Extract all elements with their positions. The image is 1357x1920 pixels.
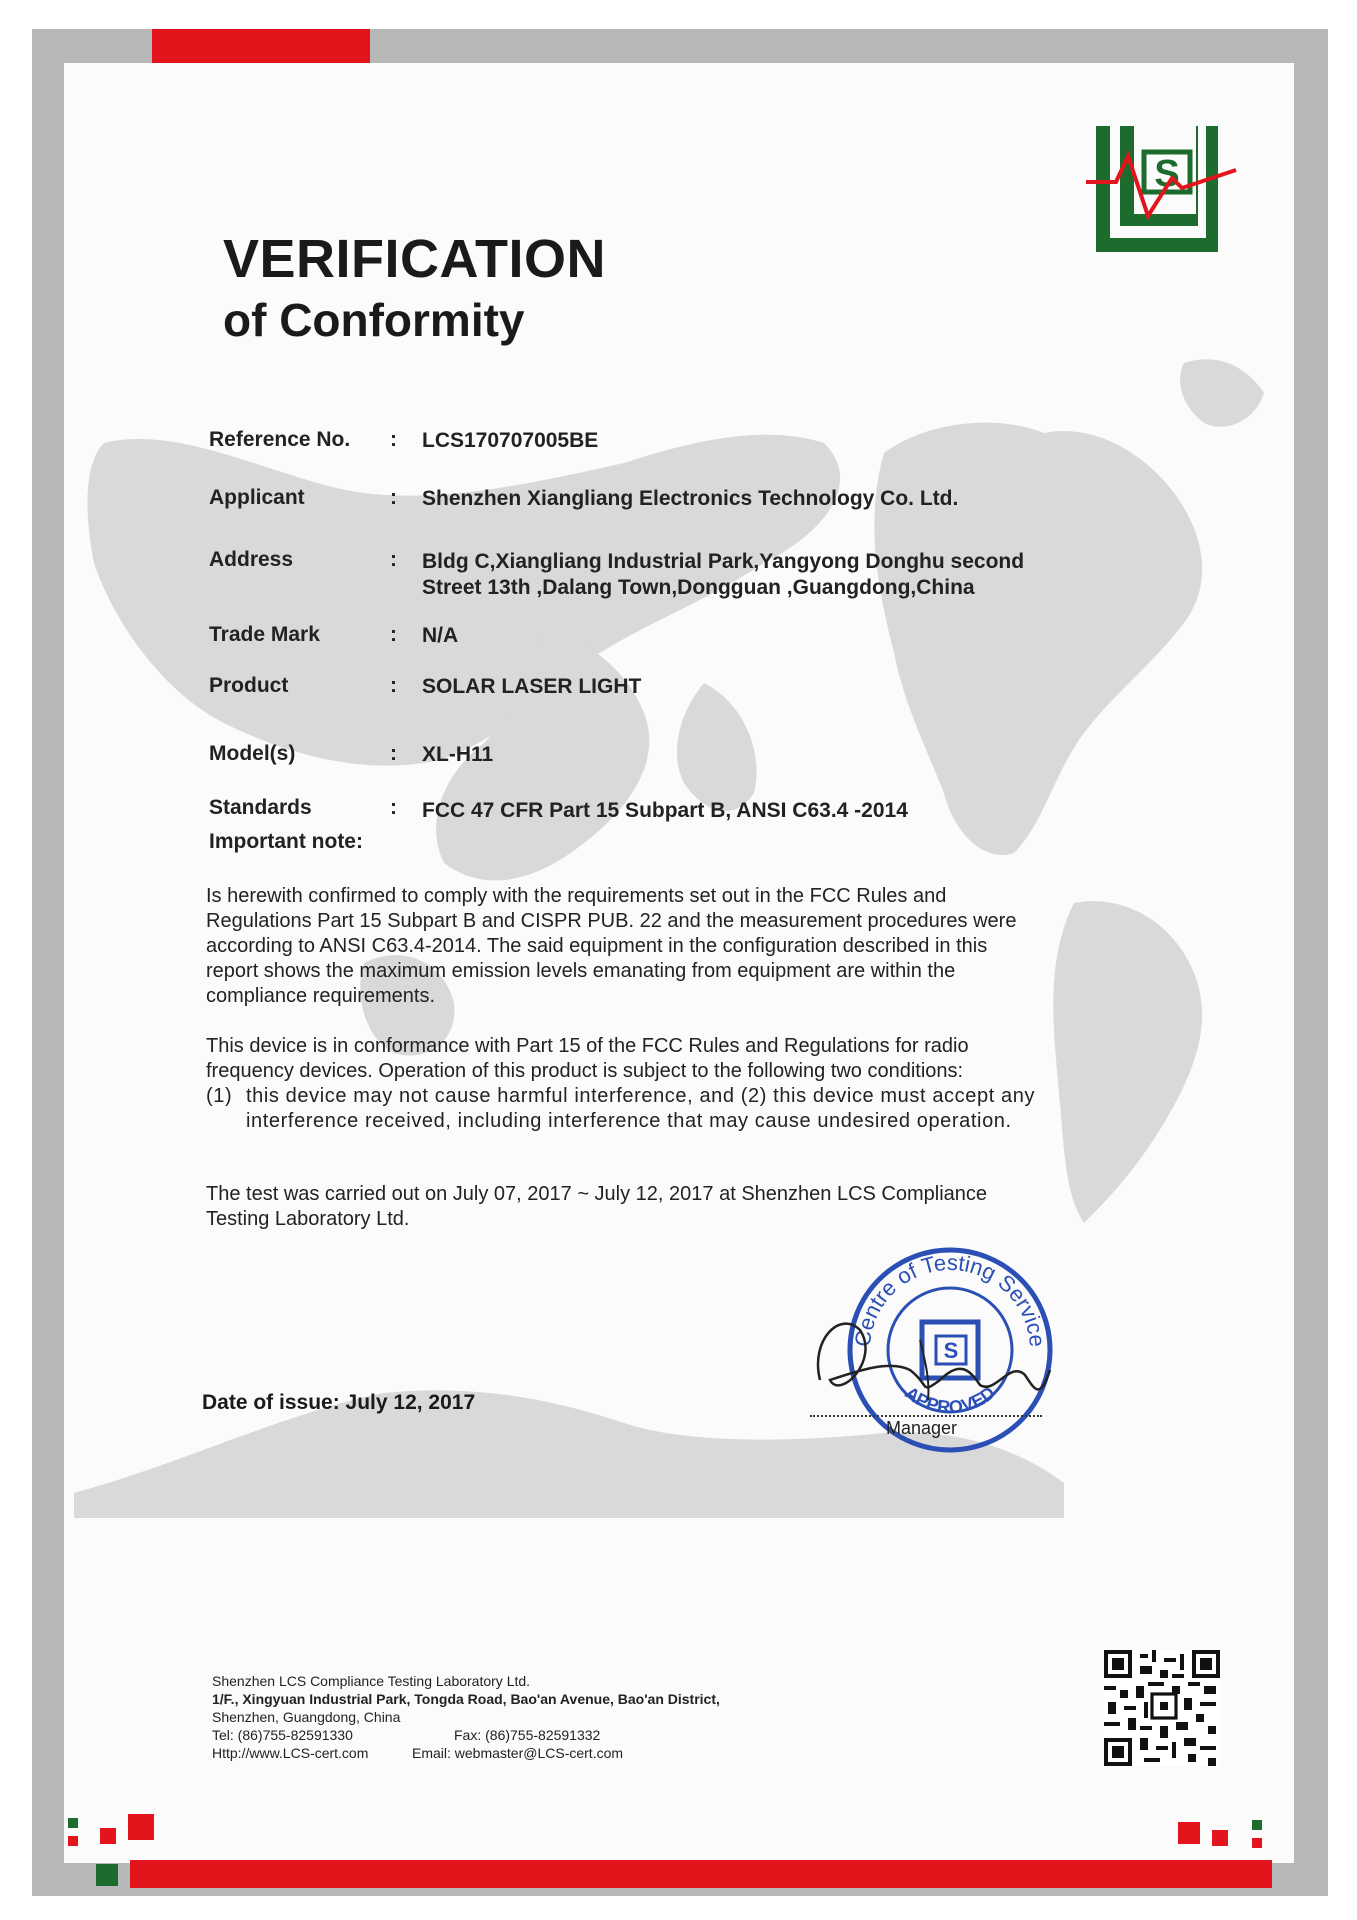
test-paragraph — [206, 1182, 1118, 1232]
conditions-marker: (1) — [206, 1085, 233, 1107]
decor-square — [96, 1864, 118, 1886]
title-line2: of Conformity — [223, 294, 525, 346]
p1-line: Is herewith confirmed to comply with the requirements set out in the FCC Rules and — [206, 885, 947, 907]
footer-web-row — [212, 1744, 720, 1762]
p1-line: compliance requirements. — [206, 985, 435, 1007]
decor-square — [100, 1828, 116, 1844]
applicant-label: Applicant — [209, 486, 305, 509]
footer-tel: Tel: (86)755-82591330 — [212, 1727, 353, 1743]
models-label: Model(s) — [209, 742, 296, 765]
manager-label: Manager — [886, 1418, 958, 1438]
p1-line: report shows the maximum emission levels emanating from equipment are within the — [206, 960, 956, 982]
stamp-top-text: Centre of Testing Service — [849, 1249, 1051, 1349]
trademark-label: Trade Mark — [209, 623, 320, 646]
stamp-letter: S — [943, 1338, 959, 1363]
standards-label: Standards — [209, 796, 312, 819]
signature-line — [810, 1415, 1042, 1417]
footer-email[interactable]: Email: webmaster@LCS-cert.com — [412, 1745, 624, 1761]
compliance-paragraph — [206, 884, 1118, 1009]
footer-web[interactable]: Http://www.LCS-cert.com — [212, 1745, 369, 1761]
models-value: XL-H11 — [422, 743, 494, 766]
reference-label: Reference No. — [209, 428, 351, 451]
bottom-red-bar — [130, 1860, 1272, 1888]
footer-company: Shenzhen LCS Compliance Testing Laboratory Ltd. — [212, 1673, 531, 1689]
product-colon: : — [390, 674, 397, 697]
p2-line: This device is in conformance with Part 15 of the FCC Rules and Regulations for radio — [206, 1035, 969, 1057]
decor-square — [1212, 1830, 1228, 1846]
issue-date: Date of issue: July 12, 2017 — [202, 1391, 476, 1414]
top-red-tab — [152, 29, 370, 63]
reference-colon: : — [390, 428, 397, 451]
title-line1: VERIFICATION — [223, 229, 606, 289]
product-label: Product — [209, 674, 289, 697]
footer-fax: Fax: (86)755-82591332 — [454, 1727, 601, 1743]
models-colon: : — [390, 742, 397, 765]
p1-line: according to ANSI C63.4-2014. The said equipment in the configuration described in this — [206, 935, 988, 957]
product-value: SOLAR LASER LIGHT — [422, 675, 642, 698]
p3-line: The test was carried out on July 07, 2017 ~ July 12, 2017 at Shenzhen LCS Compliance — [206, 1183, 988, 1205]
decor-square — [128, 1814, 154, 1840]
lcs-logo-icon — [1086, 120, 1238, 260]
conditions-list — [206, 1084, 1118, 1134]
standards-colon: : — [390, 796, 397, 819]
address-value-line2: Street 13th ,Dalang Town,Dongguan ,Guangdong,China — [422, 576, 975, 599]
footer-phone-row — [212, 1726, 720, 1744]
applicant-value: Shenzhen Xiangliang Electronics Technology Co. Ltd. — [422, 487, 959, 510]
stamp-bottom-text: APPROVED — [901, 1382, 999, 1418]
decor-square — [1252, 1838, 1262, 1848]
address-colon: : — [390, 548, 397, 571]
conformance-paragraph — [206, 1034, 1118, 1134]
p3-line: Testing Laboratory Ltd. — [206, 1208, 410, 1230]
decor-square — [68, 1818, 78, 1828]
conditions-item — [206, 1084, 1118, 1134]
trademark-value: N/A — [422, 624, 459, 647]
address-label: Address — [209, 548, 294, 571]
footer-address-line1: 1/F., Xingyuan Industrial Park, Tongda Road, Bao'an Avenue, Bao'an District, — [212, 1691, 720, 1707]
p1-line: Regulations Part 15 Subpart B and CISPR PUB. 22 and the measurement procedures were — [206, 910, 1017, 932]
qr-code-icon — [1104, 1650, 1220, 1766]
lab-contact-footer — [212, 1672, 720, 1762]
standards-value: FCC 47 CFR Part 15 Subpart B, ANSI C63.4 -2014 — [422, 799, 908, 822]
conditions-text: this device may not cause harmful interference, and (2) this device must accept any interference received, including interference that may cause undesired operation. — [246, 1085, 1036, 1132]
decor-square — [1178, 1822, 1200, 1844]
decor-square — [68, 1836, 78, 1846]
p2-line: frequency devices. Operation of this product is subject to the following two conditions: — [206, 1060, 964, 1082]
address-value-line1: Bldg C,Xiangliang Industrial Park,Yangyong Donghu second — [422, 550, 1025, 573]
applicant-colon: : — [390, 486, 397, 509]
logo-letter: S — [1154, 153, 1180, 195]
decor-square — [1252, 1820, 1262, 1830]
signature-icon — [800, 1300, 1060, 1410]
important-note-label: Important note: — [209, 830, 363, 853]
reference-value: LCS170707005BE — [422, 429, 599, 452]
trademark-colon: : — [390, 623, 397, 646]
footer-address-line2: Shenzhen, Guangdong, China — [212, 1709, 401, 1725]
